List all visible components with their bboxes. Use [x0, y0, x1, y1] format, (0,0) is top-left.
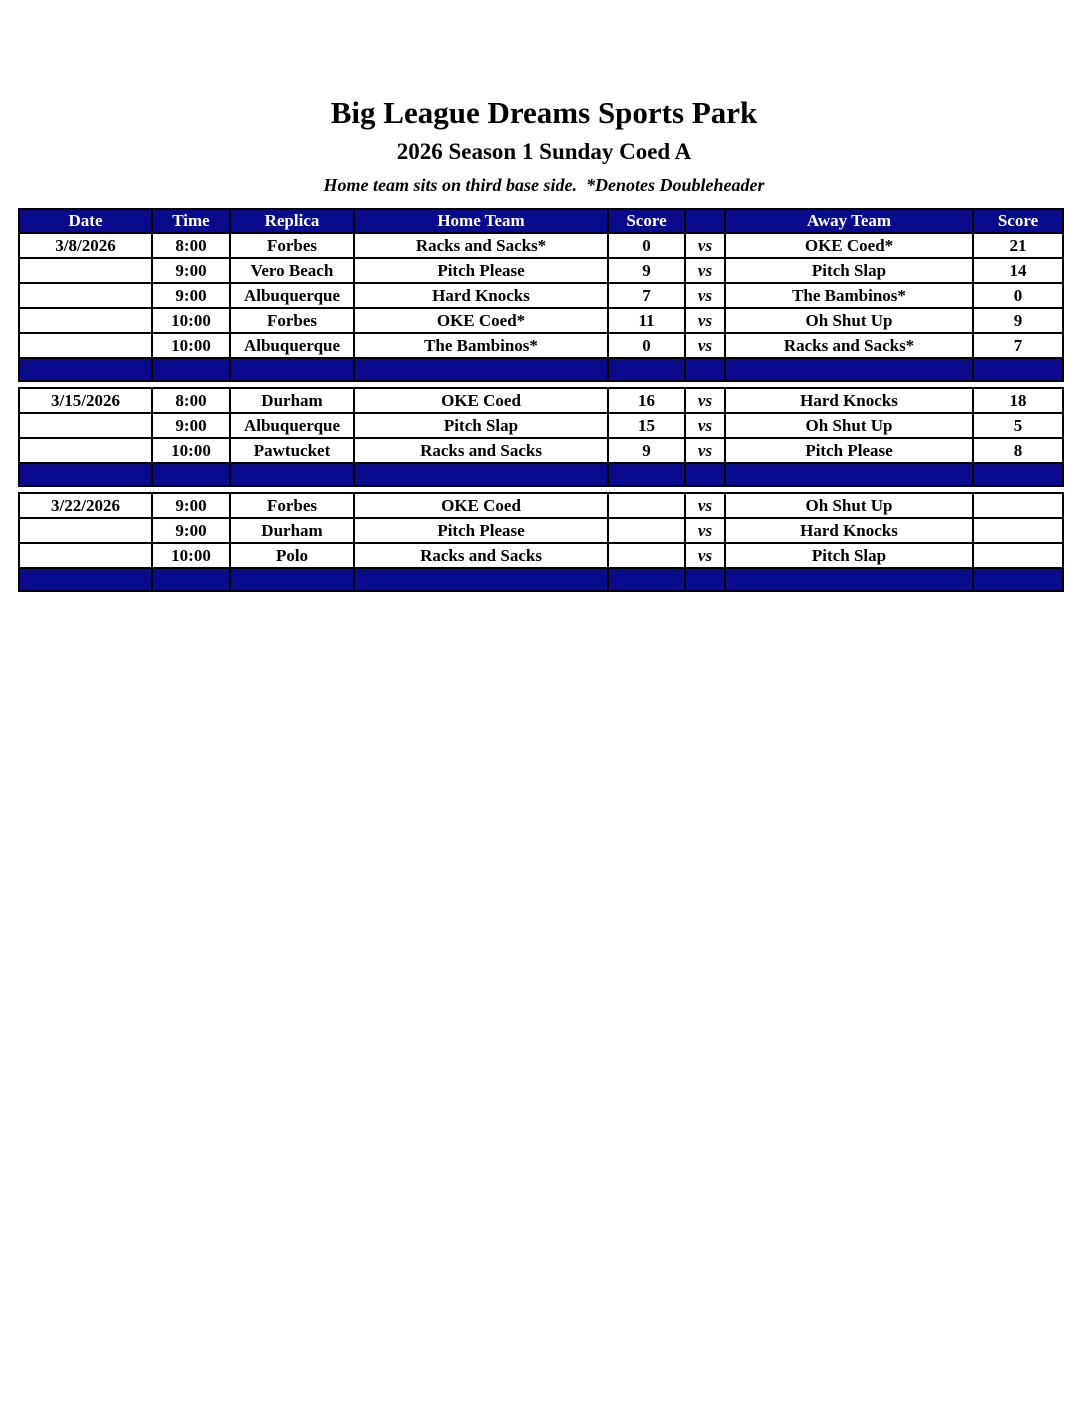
separator-cell [354, 463, 608, 486]
separator-cell [354, 568, 608, 591]
away-score-cell: 9 [973, 308, 1063, 333]
separator-cell [725, 463, 973, 486]
away-team-cell: Hard Knocks [725, 518, 973, 543]
date-cell: 3/22/2026 [19, 493, 152, 518]
separator-cell [19, 358, 152, 381]
away-team-cell: Pitch Slap [725, 543, 973, 568]
away-score-cell: 14 [973, 258, 1063, 283]
home-score-cell: 11 [608, 308, 685, 333]
vs-cell: vs [685, 258, 725, 283]
home-score-cell: 7 [608, 283, 685, 308]
separator-cell [973, 568, 1063, 591]
away-team-cell: Hard Knocks [725, 388, 973, 413]
game-row [19, 518, 1063, 543]
date-cell [19, 308, 152, 333]
home-team-cell: Pitch Slap [354, 413, 608, 438]
spacer-cell [685, 381, 725, 388]
replica-cell: Forbes [230, 233, 354, 258]
spacer-cell [354, 486, 608, 493]
home-team-cell: Racks and Sacks [354, 438, 608, 463]
game-row [19, 413, 1063, 438]
game-row [19, 543, 1063, 568]
home-score-cell [608, 543, 685, 568]
replica-cell: Vero Beach [230, 258, 354, 283]
separator-cell [973, 358, 1063, 381]
spacer-cell [973, 381, 1063, 388]
separator-cell [973, 463, 1063, 486]
home-score-cell: 9 [608, 438, 685, 463]
time-cell: 8:00 [152, 388, 230, 413]
col-header-away-team: Away Team [725, 209, 973, 233]
away-score-cell: 5 [973, 413, 1063, 438]
time-cell: 9:00 [152, 258, 230, 283]
replica-cell: Durham [230, 388, 354, 413]
separator-cell [685, 568, 725, 591]
game-row [19, 258, 1063, 283]
vs-cell: vs [685, 233, 725, 258]
game-row [19, 388, 1063, 413]
separator-cell [725, 358, 973, 381]
spacer-cell [725, 486, 973, 493]
spacer-cell [230, 381, 354, 388]
separator-cell [608, 463, 685, 486]
game-row [19, 493, 1063, 518]
game-row [19, 438, 1063, 463]
away-score-cell: 18 [973, 388, 1063, 413]
spacer-cell [19, 381, 152, 388]
separator-row [19, 463, 1063, 486]
col-header-home-team: Home Team [354, 209, 608, 233]
spacer-cell [608, 486, 685, 493]
date-cell [19, 283, 152, 308]
home-team-cell: OKE Coed [354, 388, 608, 413]
away-team-cell: Racks and Sacks* [725, 333, 973, 358]
away-team-cell: OKE Coed* [725, 233, 973, 258]
col-header-away-score: Score [973, 209, 1063, 233]
page-title: Big League Dreams Sports Park [330, 95, 758, 130]
home-score-cell: 16 [608, 388, 685, 413]
time-cell: 10:00 [152, 543, 230, 568]
vs-cell: vs [685, 388, 725, 413]
away-score-cell [973, 518, 1063, 543]
schedule-table-body [19, 233, 1063, 591]
time-cell: 10:00 [152, 308, 230, 333]
header-row [19, 209, 1063, 233]
home-team-cell: Racks and Sacks [354, 543, 608, 568]
replica-cell: Polo [230, 543, 354, 568]
separator-row [19, 358, 1063, 381]
away-team-cell: Oh Shut Up [725, 493, 973, 518]
home-team-cell: Hard Knocks [354, 283, 608, 308]
home-score-cell [608, 518, 685, 543]
replica-cell: Durham [230, 518, 354, 543]
away-team-cell: Oh Shut Up [725, 308, 973, 333]
spacer-row [19, 381, 1063, 388]
time-cell: 9:00 [152, 283, 230, 308]
away-score-cell: 7 [973, 333, 1063, 358]
time-cell: 9:00 [152, 413, 230, 438]
away-score-cell: 0 [973, 283, 1063, 308]
separator-cell [152, 463, 230, 486]
separator-cell [152, 358, 230, 381]
time-cell: 10:00 [152, 438, 230, 463]
date-cell: 3/8/2026 [19, 233, 152, 258]
home-score-cell [608, 493, 685, 518]
col-header-time: Time [152, 209, 230, 233]
separator-cell [19, 463, 152, 486]
separator-cell [608, 568, 685, 591]
separator-cell [608, 358, 685, 381]
game-row [19, 308, 1063, 333]
vs-cell: vs [685, 438, 725, 463]
spacer-cell [230, 486, 354, 493]
replica-cell: Albuquerque [230, 413, 354, 438]
col-header-vs [685, 209, 725, 233]
away-team-cell: Pitch Slap [725, 258, 973, 283]
spacer-cell [19, 486, 152, 493]
date-cell [19, 413, 152, 438]
game-row [19, 233, 1063, 258]
date-cell [19, 438, 152, 463]
home-score-cell: 15 [608, 413, 685, 438]
separator-cell [19, 568, 152, 591]
separator-cell [354, 358, 608, 381]
date-cell: 3/15/2026 [19, 388, 152, 413]
away-team-cell: Pitch Please [725, 438, 973, 463]
vs-cell: vs [685, 413, 725, 438]
spacer-cell [152, 381, 230, 388]
spacer-cell [685, 486, 725, 493]
game-row [19, 283, 1063, 308]
col-header-replica: Replica [230, 209, 354, 233]
replica-cell: Forbes [230, 308, 354, 333]
home-team-cell: OKE Coed* [354, 308, 608, 333]
away-score-cell: 21 [973, 233, 1063, 258]
col-header-date: Date [19, 209, 152, 233]
home-team-cell: Pitch Please [354, 258, 608, 283]
game-row [19, 333, 1063, 358]
separator-cell [685, 358, 725, 381]
col-header-home-score: Score [608, 209, 685, 233]
separator-row [19, 568, 1063, 591]
spacer-cell [725, 381, 973, 388]
vs-cell: vs [685, 493, 725, 518]
home-team-note: Home team sits on third base side. *Denotes Doubleheader [323, 175, 765, 196]
separator-cell [230, 568, 354, 591]
home-team-cell: Pitch Please [354, 518, 608, 543]
time-cell: 10:00 [152, 333, 230, 358]
away-score-cell [973, 493, 1063, 518]
separator-cell [230, 358, 354, 381]
replica-cell: Albuquerque [230, 283, 354, 308]
time-cell: 8:00 [152, 233, 230, 258]
separator-cell [230, 463, 354, 486]
vs-cell: vs [685, 518, 725, 543]
date-cell [19, 543, 152, 568]
spacer-cell [608, 381, 685, 388]
page-subtitle: 2026 Season 1 Sunday Coed A [396, 139, 692, 165]
date-cell [19, 258, 152, 283]
vs-cell: vs [685, 283, 725, 308]
away-score-cell: 8 [973, 438, 1063, 463]
spacer-cell [152, 486, 230, 493]
home-team-cell: The Bambinos* [354, 333, 608, 358]
away-team-cell: Oh Shut Up [725, 413, 973, 438]
home-score-cell: 9 [608, 258, 685, 283]
spacer-cell [354, 381, 608, 388]
spacer-row [19, 486, 1063, 493]
separator-cell [152, 568, 230, 591]
date-cell [19, 333, 152, 358]
replica-cell: Forbes [230, 493, 354, 518]
home-score-cell: 0 [608, 233, 685, 258]
time-cell: 9:00 [152, 493, 230, 518]
vs-cell: vs [685, 308, 725, 333]
home-team-cell: Racks and Sacks* [354, 233, 608, 258]
separator-cell [685, 463, 725, 486]
replica-cell: Pawtucket [230, 438, 354, 463]
away-team-cell: The Bambinos* [725, 283, 973, 308]
schedule-table [18, 208, 1064, 592]
replica-cell: Albuquerque [230, 333, 354, 358]
separator-cell [725, 568, 973, 591]
vs-cell: vs [685, 333, 725, 358]
home-team-cell: OKE Coed [354, 493, 608, 518]
vs-cell: vs [685, 543, 725, 568]
time-cell: 9:00 [152, 518, 230, 543]
away-score-cell [973, 543, 1063, 568]
home-score-cell: 0 [608, 333, 685, 358]
spacer-cell [973, 486, 1063, 493]
date-cell [19, 518, 152, 543]
